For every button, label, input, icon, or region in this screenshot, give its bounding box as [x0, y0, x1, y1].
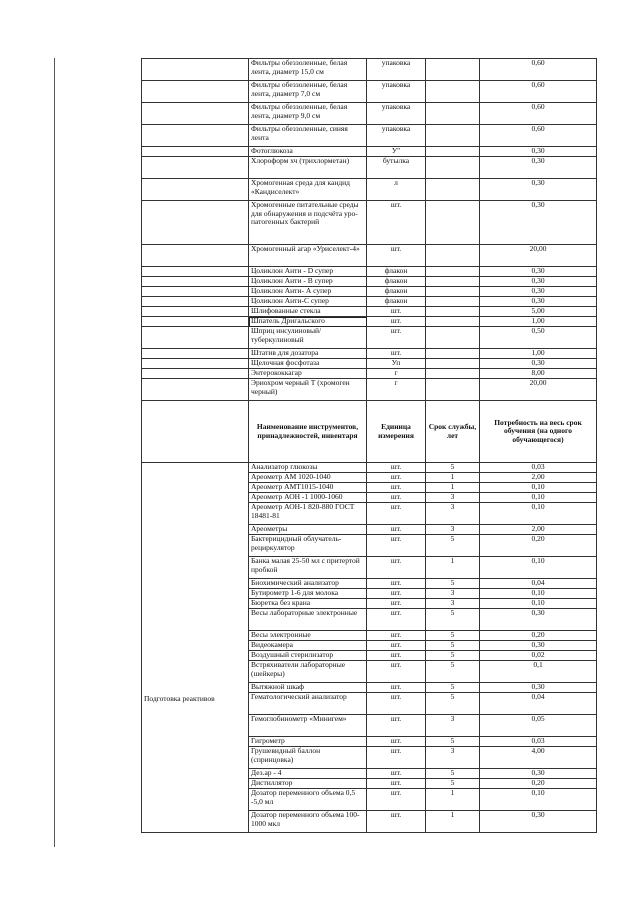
- item-unit: шт.: [367, 317, 426, 327]
- item-life: 1: [426, 473, 480, 483]
- item-name: Шлифованные стекла: [249, 307, 367, 317]
- item-life: 1: [426, 483, 480, 493]
- item-name: Цоликлон Анти - В супер: [249, 277, 367, 287]
- item-need: 5,00: [480, 307, 597, 317]
- item-name: Дозатор переменного объема 0,5 -5,0 мл: [249, 789, 367, 811]
- item-name: Банка малая 25-50 мл с притертой пробкой: [249, 557, 367, 579]
- item-life: 5: [426, 535, 480, 557]
- item-unit: Уп: [367, 359, 426, 369]
- item-life: 3: [426, 599, 480, 609]
- item-name: Штатив для дозатора: [249, 349, 367, 359]
- item-unit: шт.: [367, 631, 426, 641]
- item-name: Встряхиватели лабораторные (шейкеры): [249, 661, 367, 683]
- item-life: 5: [426, 463, 480, 473]
- item-life: 5: [426, 693, 480, 715]
- item-unit: упаковка: [367, 103, 426, 125]
- item-unit: л: [367, 179, 426, 201]
- section-cell: [142, 125, 249, 147]
- header-section-cell: [142, 401, 249, 463]
- item-unit: шт.: [367, 349, 426, 359]
- table-row: [142, 103, 597, 125]
- section-cell: [142, 179, 249, 201]
- item-name: Фильтры обеззоленные, белая лента, диаметр 15,0 см: [249, 59, 367, 81]
- table-row: [142, 179, 597, 201]
- item-need: 0,60: [480, 125, 597, 147]
- item-life: 3: [426, 715, 480, 737]
- table-row: [142, 287, 597, 297]
- item-unit: шт.: [367, 737, 426, 747]
- item-need: 0,60: [480, 81, 597, 103]
- item-unit: шт.: [367, 557, 426, 579]
- item-need: 0,10: [480, 503, 597, 525]
- item-need: 0,05: [480, 715, 597, 737]
- section-cell: [142, 359, 249, 369]
- item-need: 0,30: [480, 609, 597, 631]
- item-unit: шт.: [367, 503, 426, 525]
- item-life: [426, 327, 480, 349]
- item-need: 20,00: [480, 245, 597, 267]
- item-need: 0,20: [480, 535, 597, 557]
- item-life: 3: [426, 747, 480, 769]
- header-unit: Единица измерения: [367, 401, 426, 463]
- table-row: [142, 277, 597, 287]
- item-life: [426, 59, 480, 81]
- item-life: 3: [426, 503, 480, 525]
- table-row: [142, 379, 597, 401]
- item-name: Фильтры обеззоленные, синяя лента: [249, 125, 367, 147]
- item-name: Бюретка без крана: [249, 599, 367, 609]
- item-unit: шт.: [367, 779, 426, 789]
- item-unit: шт.: [367, 201, 426, 245]
- item-name: Шпатель Дригальского: [249, 317, 367, 327]
- item-name: Гигрометр: [249, 737, 367, 747]
- item-need: 20,00: [480, 379, 597, 401]
- item-name: Анализатор глюкозы: [249, 463, 367, 473]
- item-life: 3: [426, 493, 480, 503]
- table-row: [142, 359, 597, 369]
- item-life: 5: [426, 651, 480, 661]
- item-need: 0,03: [480, 463, 597, 473]
- item-need: 0,30: [480, 157, 597, 179]
- item-life: 5: [426, 779, 480, 789]
- item-life: [426, 179, 480, 201]
- item-need: 0,30: [480, 297, 597, 307]
- item-life: [426, 201, 480, 245]
- item-unit: шт.: [367, 579, 426, 589]
- item-life: [426, 81, 480, 103]
- table-row: [142, 81, 597, 103]
- item-life: [426, 349, 480, 359]
- item-name: Фильтры обеззоленные, белая лента, диаметр 7,0 см: [249, 81, 367, 103]
- item-name: Дозатор переменного объема 100-1000 мкл: [249, 811, 367, 833]
- item-name: Ареометр АМТ1015-1040: [249, 483, 367, 493]
- item-need: 0,30: [480, 641, 597, 651]
- item-need: 0,30: [480, 359, 597, 369]
- table-row: [142, 463, 597, 473]
- item-name: Цоликлон Анти- А супер: [249, 287, 367, 297]
- item-unit: шт.: [367, 463, 426, 473]
- item-unit: флакон: [367, 267, 426, 277]
- item-name: Бактерицидный облучатель-рециркулятор: [249, 535, 367, 557]
- item-life: 3: [426, 589, 480, 599]
- item-unit: шт.: [367, 493, 426, 503]
- item-need: 0,03: [480, 737, 597, 747]
- item-unit: бутылка: [367, 157, 426, 179]
- item-need: 0,10: [480, 789, 597, 811]
- item-unit: шт.: [367, 715, 426, 737]
- item-name: Шприц инсулиновый/ туберкулиновый: [249, 327, 367, 349]
- item-name: Энтерококкагар: [249, 369, 367, 379]
- table-row: [142, 369, 597, 379]
- item-life: [426, 245, 480, 267]
- table-row: [142, 59, 597, 81]
- item-unit: шт.: [367, 651, 426, 661]
- section-cell: [142, 245, 249, 267]
- item-life: 5: [426, 631, 480, 641]
- item-name: Видеокамера: [249, 641, 367, 651]
- item-need: 0,60: [480, 59, 597, 81]
- item-need: 0,50: [480, 327, 597, 349]
- item-life: 5: [426, 769, 480, 779]
- item-need: 2,00: [480, 473, 597, 483]
- item-name: Хромогенный агар «Уриселект-4»: [249, 245, 367, 267]
- item-need: 0,30: [480, 201, 597, 245]
- item-unit: У": [367, 147, 426, 157]
- item-name: Воздушный стерилизатор: [249, 651, 367, 661]
- item-need: 0,30: [480, 267, 597, 277]
- item-name: Щелочная фосфотаза: [249, 359, 367, 369]
- item-life: [426, 157, 480, 179]
- item-name: Ареометр АОН -1 1000-1060: [249, 493, 367, 503]
- section-cell: [142, 267, 249, 277]
- item-need: 0,10: [480, 599, 597, 609]
- header-life: Срок службы, лет: [426, 401, 480, 463]
- item-life: [426, 369, 480, 379]
- item-unit: упаковка: [367, 125, 426, 147]
- section-cell: [142, 317, 249, 327]
- item-life: 5: [426, 579, 480, 589]
- table-row: [142, 267, 597, 277]
- section-cell: [142, 327, 249, 349]
- item-name: Вытяжной шкаф: [249, 683, 367, 693]
- item-need: 0,60: [480, 103, 597, 125]
- item-life: 5: [426, 661, 480, 683]
- item-name: Гемоглобинометр «Минигем»: [249, 715, 367, 737]
- item-need: 0,20: [480, 631, 597, 641]
- table-row: [142, 297, 597, 307]
- item-name: Весы электронные: [249, 631, 367, 641]
- item-name: Гематологический анализатор: [249, 693, 367, 715]
- table-row: [142, 157, 597, 179]
- item-name: Весы лабораторные электронные: [249, 609, 367, 631]
- item-unit: шт.: [367, 811, 426, 833]
- item-unit: флакон: [367, 297, 426, 307]
- item-life: 3: [426, 525, 480, 535]
- item-unit: флакон: [367, 277, 426, 287]
- item-unit: шт.: [367, 599, 426, 609]
- section-cell: [142, 81, 249, 103]
- section-label: Подготовка реактивов: [142, 463, 249, 833]
- item-life: 1: [426, 789, 480, 811]
- item-need: 0,04: [480, 579, 597, 589]
- item-name: Хромогенная среда для кандид «Кандиселект»: [249, 179, 367, 201]
- item-life: 5: [426, 641, 480, 651]
- item-name: Ареометр АМ 1020-1040: [249, 473, 367, 483]
- table-row: [142, 147, 597, 157]
- section-cell: [142, 277, 249, 287]
- item-unit: шт.: [367, 683, 426, 693]
- item-need: 0,20: [480, 779, 597, 789]
- item-life: [426, 277, 480, 287]
- table-row: [142, 245, 597, 267]
- item-unit: шт.: [367, 307, 426, 317]
- item-need: 0,10: [480, 493, 597, 503]
- reagents-body: [142, 59, 597, 401]
- item-life: 5: [426, 737, 480, 747]
- item-need: 0,1: [480, 661, 597, 683]
- item-need: 0,30: [480, 287, 597, 297]
- section-cell: [142, 201, 249, 245]
- item-need: 0,10: [480, 589, 597, 599]
- item-unit: шт.: [367, 327, 426, 349]
- item-name: Грушевидный баллон (спринцовка): [249, 747, 367, 769]
- item-life: 1: [426, 557, 480, 579]
- section-cell: [142, 379, 249, 401]
- item-life: [426, 103, 480, 125]
- item-life: [426, 379, 480, 401]
- item-need: 8,00: [480, 369, 597, 379]
- section-cell: [142, 349, 249, 359]
- item-need: 0,30: [480, 179, 597, 201]
- item-unit: шт.: [367, 609, 426, 631]
- section-cell: [142, 287, 249, 297]
- item-need: 0,10: [480, 557, 597, 579]
- header-name: Наименование инструментов, принадлежностей, инвентаря: [249, 401, 367, 463]
- page-margin-rule: [54, 58, 55, 847]
- item-life: [426, 307, 480, 317]
- item-life: 5: [426, 683, 480, 693]
- item-life: [426, 359, 480, 369]
- item-unit: шт.: [367, 693, 426, 715]
- table-row: [142, 327, 597, 349]
- item-name: Фотоглюкоза: [249, 147, 367, 157]
- item-name: Ареометры: [249, 525, 367, 535]
- item-need: 1,00: [480, 317, 597, 327]
- table-row: [142, 201, 597, 245]
- item-unit: шт.: [367, 789, 426, 811]
- item-unit: г: [367, 379, 426, 401]
- item-need: 0,30: [480, 769, 597, 779]
- section-cell: [142, 297, 249, 307]
- item-need: 2,00: [480, 525, 597, 535]
- item-name: Фильтры обеззоленные, белая лента, диаметр 9,0 см: [249, 103, 367, 125]
- item-unit: шт.: [367, 535, 426, 557]
- section-cell: [142, 103, 249, 125]
- item-life: [426, 317, 480, 327]
- item-life: [426, 297, 480, 307]
- item-name: Ареометр АОН-1 820-880 ГОСТ 18481-81: [249, 503, 367, 525]
- item-unit: шт.: [367, 641, 426, 651]
- item-name: Хромогенные питательные среды для обнаружения и подсчёта уро-патогенных бактерий: [249, 201, 367, 245]
- section-cell: [142, 307, 249, 317]
- item-need: 0,30: [480, 683, 597, 693]
- item-life: [426, 287, 480, 297]
- item-name: Бутирометр 1-6 для молока: [249, 589, 367, 599]
- item-name: Эриохром черный Т (хромоген черный): [249, 379, 367, 401]
- table-row: [142, 317, 597, 327]
- item-need: 0,02: [480, 651, 597, 661]
- section-cell: [142, 147, 249, 157]
- section-cell: [142, 59, 249, 81]
- item-life: [426, 267, 480, 277]
- item-life: [426, 147, 480, 157]
- item-need: 0,30: [480, 811, 597, 833]
- item-unit: г: [367, 369, 426, 379]
- table-row: [142, 349, 597, 359]
- item-need: 0,10: [480, 483, 597, 493]
- item-name: Хлороформ хч (трихлорметан): [249, 157, 367, 179]
- instruments-body: [142, 463, 597, 833]
- item-unit: упаковка: [367, 59, 426, 81]
- header-need: Потребность на весь срок обучения (на одного обучающегося): [480, 401, 597, 463]
- equipment-table: [141, 58, 597, 833]
- item-need: 1,00: [480, 349, 597, 359]
- item-name: Цоликлон Анти - D супер: [249, 267, 367, 277]
- item-need: 0,30: [480, 277, 597, 287]
- item-life: 5: [426, 609, 480, 631]
- item-unit: шт.: [367, 769, 426, 779]
- item-need: 0,04: [480, 693, 597, 715]
- item-need: 0,30: [480, 147, 597, 157]
- item-name: Дистиллятор: [249, 779, 367, 789]
- item-unit: шт.: [367, 483, 426, 493]
- item-life: 1: [426, 811, 480, 833]
- table-header: [142, 401, 597, 463]
- table-row: [142, 307, 597, 317]
- item-unit: флакон: [367, 287, 426, 297]
- item-unit: шт.: [367, 747, 426, 769]
- item-name: Цоликлон Анти-С супер: [249, 297, 367, 307]
- item-unit: шт.: [367, 525, 426, 535]
- item-unit: шт.: [367, 661, 426, 683]
- item-unit: шт.: [367, 245, 426, 267]
- item-unit: шт.: [367, 473, 426, 483]
- item-life: [426, 125, 480, 147]
- item-name: Дез.ар - 4: [249, 769, 367, 779]
- item-unit: упаковка: [367, 81, 426, 103]
- item-name: Биохимический анализатор: [249, 579, 367, 589]
- section-cell: [142, 157, 249, 179]
- item-unit: шт.: [367, 589, 426, 599]
- table-row: [142, 125, 597, 147]
- section-cell: [142, 369, 249, 379]
- item-need: 4,00: [480, 747, 597, 769]
